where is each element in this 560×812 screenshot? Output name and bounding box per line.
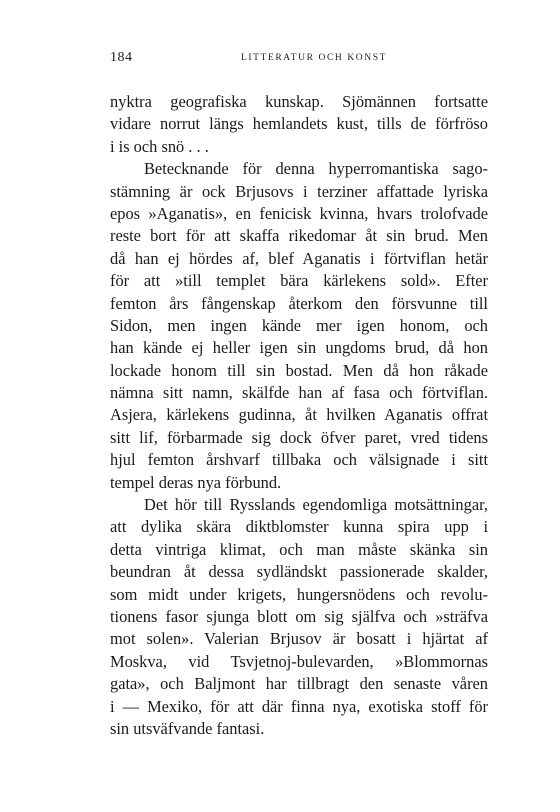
text-line: som midt under krigets, hungersnödens och revolu- [110, 584, 488, 604]
text-line: gata», och Baljmont har tillbragt den senaste våren [110, 674, 488, 694]
text-line: tionens fasor sjunga blott om sig själfva och »sträfva [110, 606, 488, 626]
text-line: nämna sitt namn, skälfde han af fasa och förtviflan. [110, 383, 488, 403]
text-line: i is och snö . . . [110, 136, 209, 156]
text-line: femton års fångenskap återkom den försvunne till [110, 293, 488, 313]
text-line: detta vintriga klimat, och man måste skänka sin [110, 539, 488, 559]
text-line: tempel deras nya förbund. [110, 472, 282, 492]
running-head [110, 44, 488, 68]
text-line: beundran åt dessa sydländskt passionerade skalder, [110, 562, 488, 582]
text-line: för att »till templet bära kärlekens sold». Efter [110, 271, 488, 291]
text-line: sin utsväfvande fantasi. [110, 718, 265, 738]
text-line: Sidon, men ingen kände mer igen honom, och [110, 315, 488, 335]
body-text [110, 91, 488, 740]
text-line: Asjera, kärlekens gudinna, åt hvilken Aganatis offrat [110, 405, 488, 425]
text-line: Det hör till Rysslands egendomliga motsättningar, [144, 495, 488, 515]
text-line: i — Mexiko, för att där finna nya, exotiska stoff för [110, 696, 488, 716]
text-line: sitt lif, förbarmade sig dock öfver paret, vred tidens [110, 427, 488, 447]
text-line: att dylika skära diktblomster kunna spira upp i [110, 517, 488, 537]
paragraph [110, 91, 488, 158]
paragraph [110, 494, 488, 740]
paragraph [110, 158, 488, 494]
book-page [110, 44, 488, 740]
running-title: LITTERATUR OCH KONST [241, 53, 387, 63]
text-line: epos »Aganatis», en fenicisk kvinna, hvars trolofvade [110, 203, 488, 223]
text-line: hjul femton årshvarf tillbaka och välsignade i sitt [110, 450, 488, 470]
text-line: vidare norrut längs hemlandets kust, tills de förfröso [110, 114, 488, 134]
text-line: då han ej hördes af, blef Aganatis i förtviflan hetär [110, 248, 488, 268]
text-line: han kände ej heller igen sin ungdoms brud, då hon [110, 338, 488, 358]
text-line: reste bort för att skaffa rikedomar åt sin brud. Men [110, 226, 488, 246]
page-number: 184 [110, 50, 133, 65]
text-line: nyktra geografiska kunskap. Sjömännen fortsatte [110, 92, 488, 111]
text-line: Moskva, vid Tsvjetnoj-bulevarden, »Blommornas [110, 651, 488, 671]
text-line: lockade honom till sin bostad. Men då hon råkade [110, 360, 488, 380]
text-line: mot solen». Valerian Brjusov är bosatt i hjärtat af [110, 629, 488, 649]
text-line: stämning är ock Brjusovs i terziner affattade lyriska [110, 181, 488, 201]
text-line: Betecknande för denna hyperromantiska sago- [144, 159, 488, 179]
